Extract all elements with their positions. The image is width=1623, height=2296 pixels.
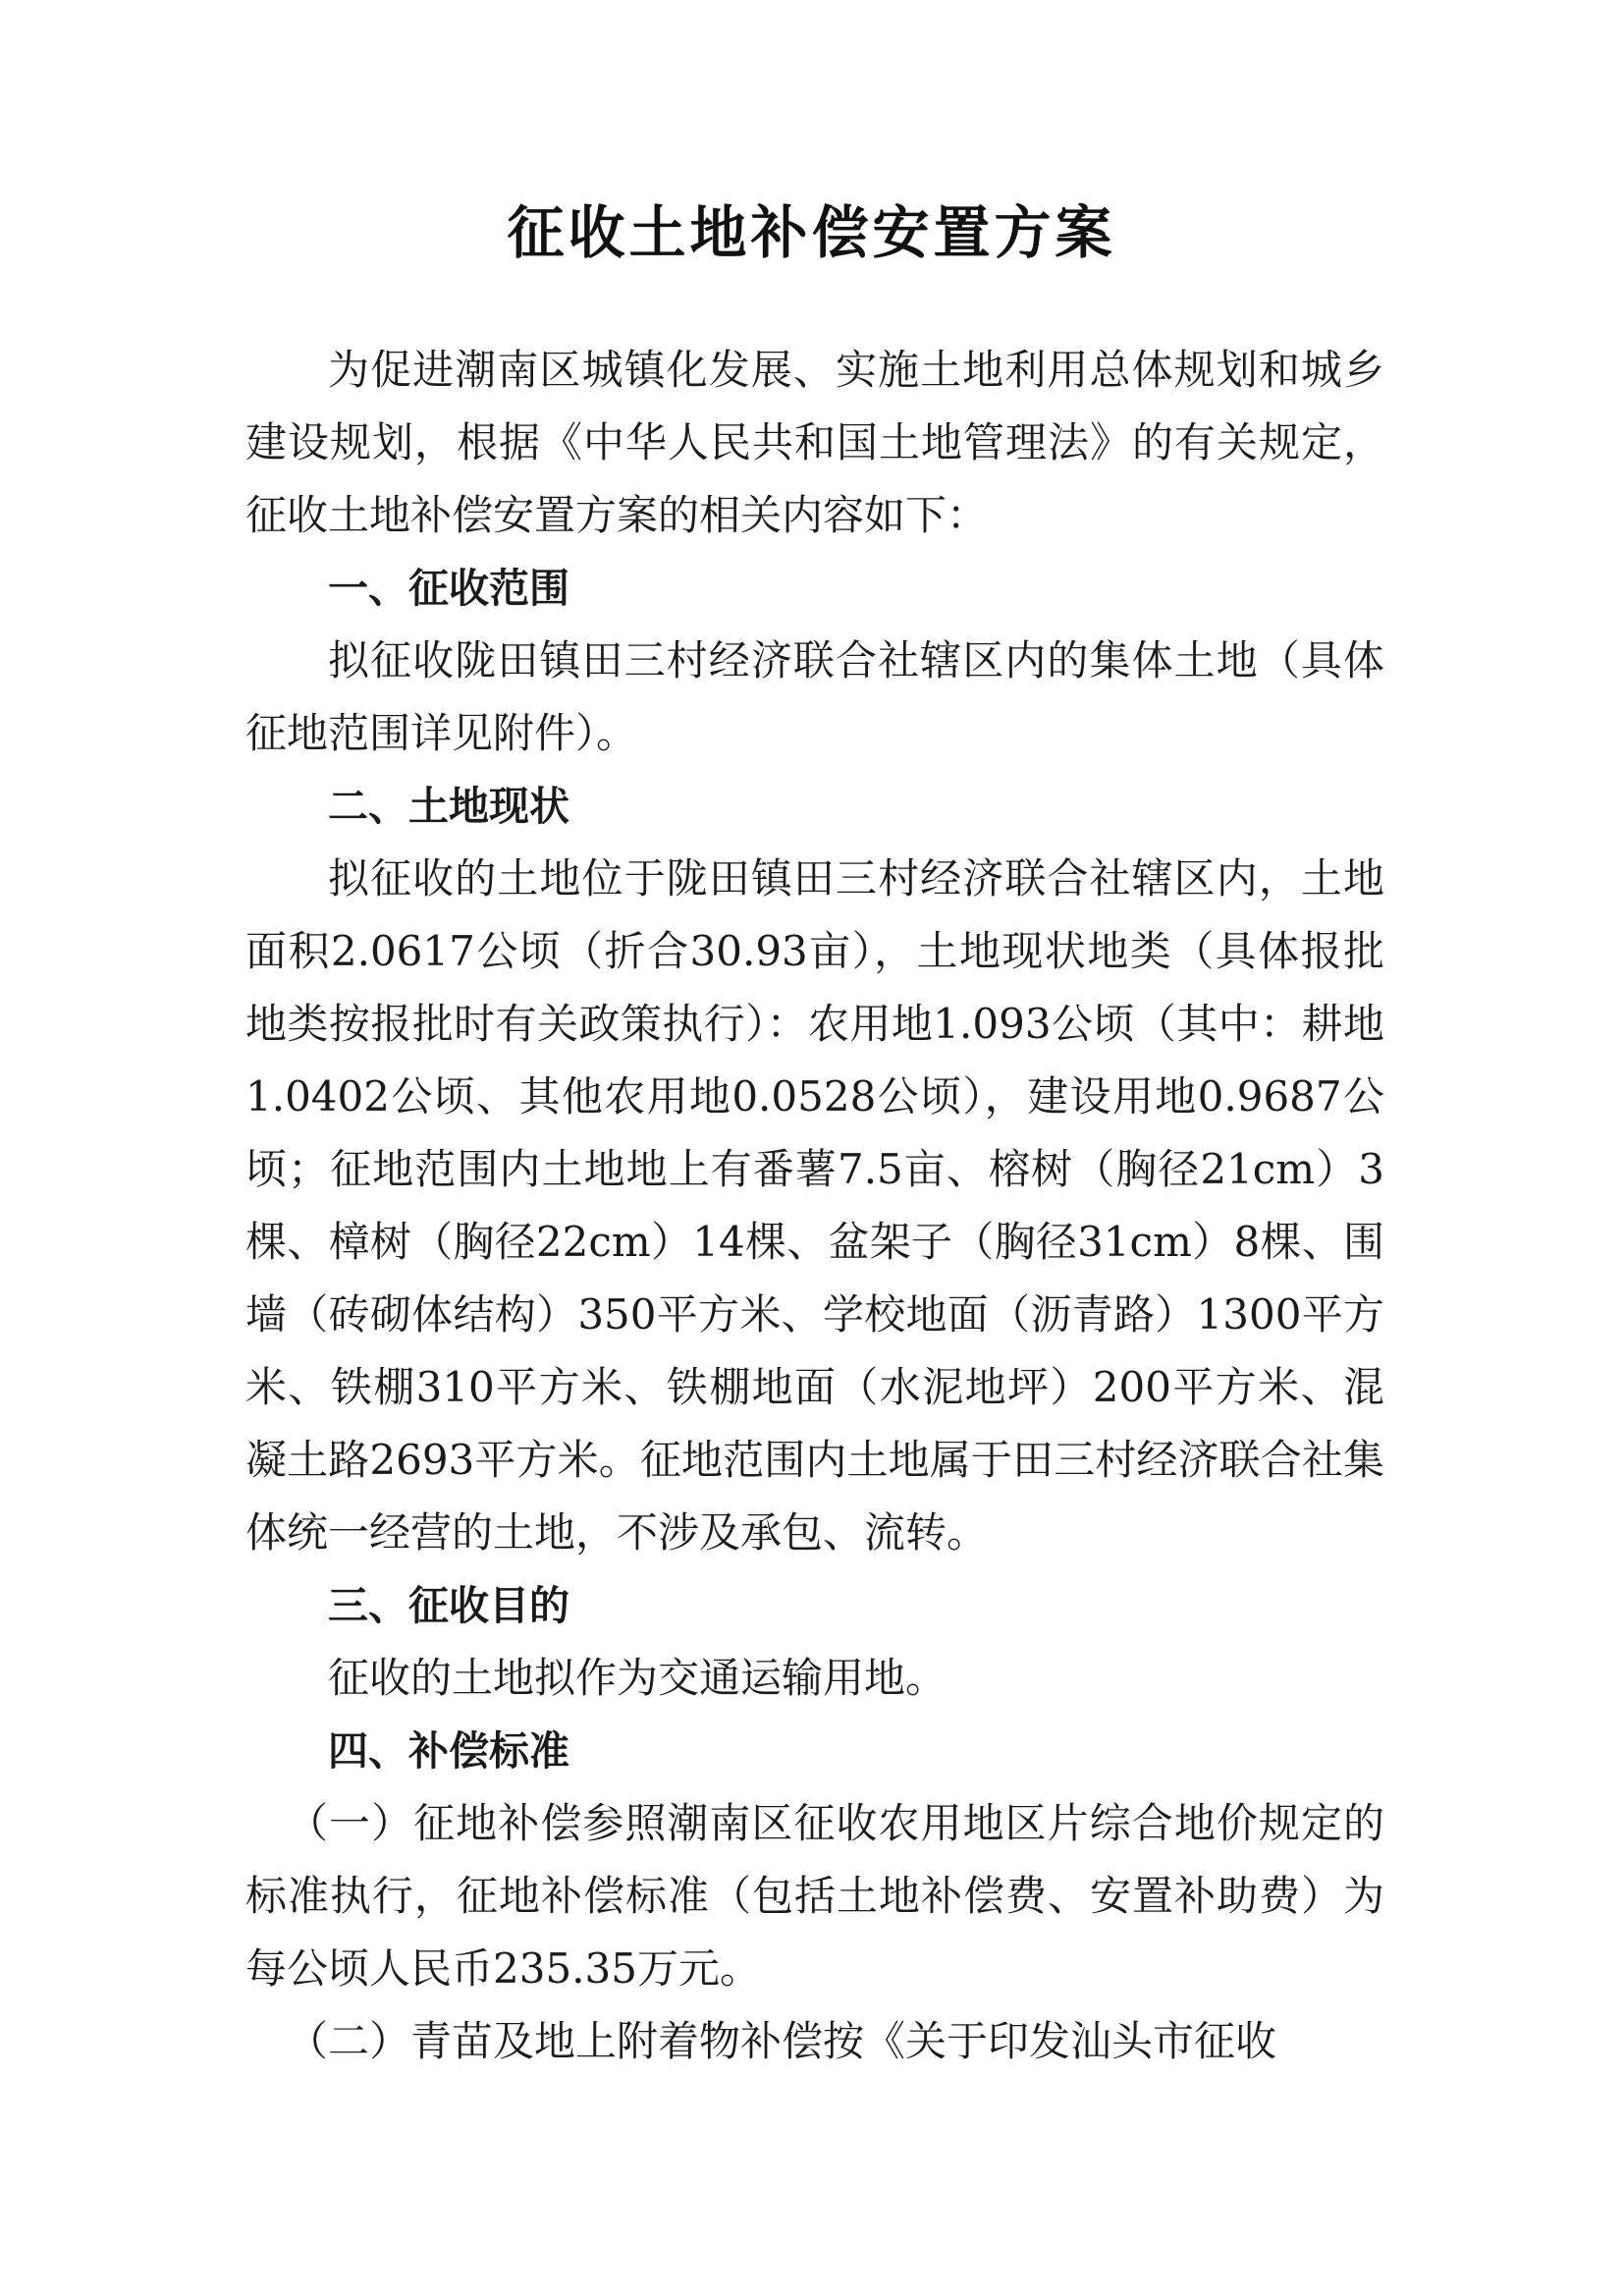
page-title: 征收土地补偿安置方案 [507,199,1116,266]
section-heading-scope: 一、征收范围 [328,565,569,612]
purpose-paragraph: 征收的土地拟作为交通运输用地。 [328,1654,947,1702]
section-heading-compensation: 四、补偿标准 [328,1727,569,1775]
compensation-item-2: （二）青苗及地上附着物补偿按《关于印发汕头市征收 [287,2017,1277,2065]
document-body [245,334,1384,2078]
section-heading-land-status: 二、土地现状 [328,783,569,830]
scope-paragraph: 拟征收陇田镇田三村经济联合社辖区内的集体土地（具体征地范围详见附件）。 [245,636,1384,757]
land-status-paragraph: 拟征收的土地位于陇田镇田三村经济联合社辖区内，土地面积2.0617公顷（折合30.93亩），土地现状地类（具体报批地类按报批时有关政策执行）：农用地1.093公顷（其中：耕地1.0402公顷、其他农用地0.0528公顷），建设用地0.9687公顷；征地范围内土地地上有番薯7.5亩、榕树（胸径21cm）3棵、樟树（胸径22cm）14棵、盆架子（胸径31cm）8棵、围墙（砖砌体结构）350平方米、学校地面（沥青路）1300平方米、铁棚310平方米、铁棚地面（水泥地坪）200平方米、混凝土路2693平方米。征地范围内土地属于田三村经济联合社集体统一经营的土地，不涉及承包、流转。 [245,854,1384,1557]
compensation-item-1: （一）征地补偿参照潮南区征收农用地区片综合地价规定的标准执行，征地补偿标准（包括土地补偿费、安置补助费）为每公顷人民币235.35万元。 [245,1799,1384,1993]
intro-paragraph: 为促进潮南区城镇化发展、实施土地利用总体规划和城乡建设规划，根据《中华人民共和国土地管理法》的有关规定，征收土地补偿安置方案的相关内容如下： [245,346,1384,539]
section-heading-purpose: 三、征收目的 [328,1582,569,1629]
